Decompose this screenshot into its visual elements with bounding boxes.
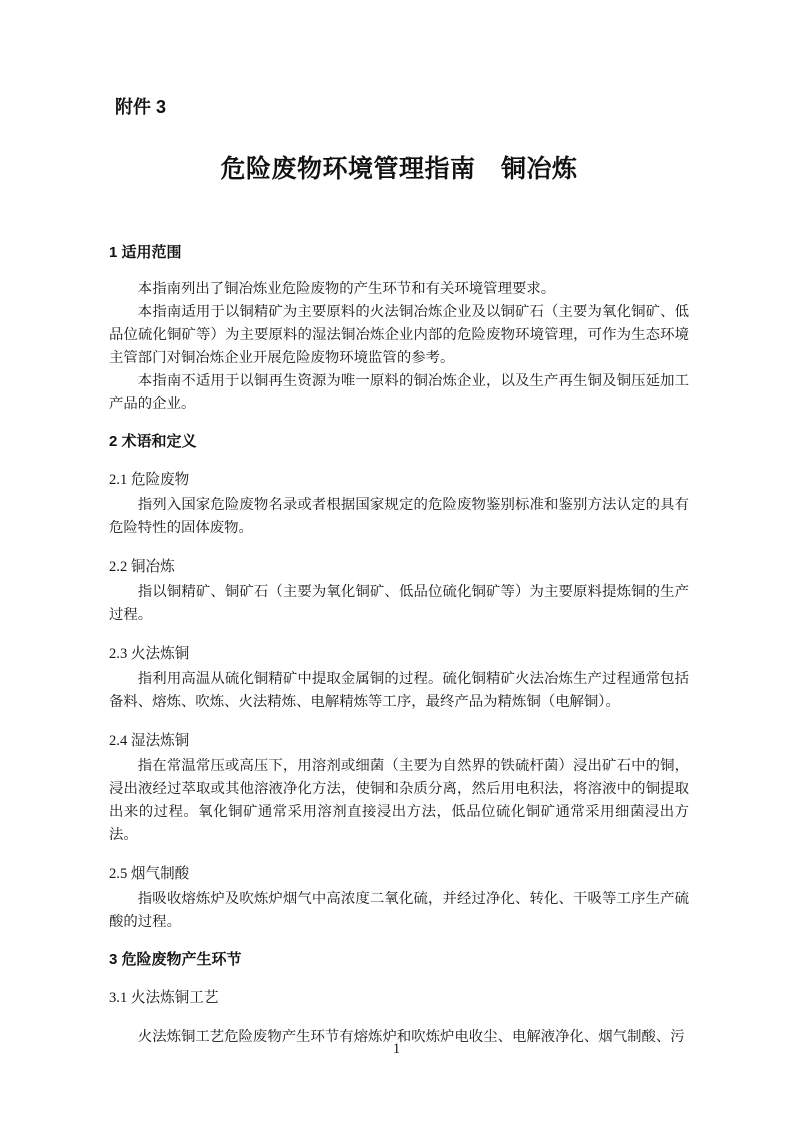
paragraph: 本指南适用于以铜精矿为主要原料的火法铜冶炼企业及以铜矿石（主要为氧化铜矿、低品位硫化铜矿等）为主要原料的湿法铜冶炼企业内部的危险废物环境管理，可作为生态环境主管部门对铜冶炼企业开展危险废物环境监管的参考。: [109, 304, 689, 366]
paragraph: 指利用高温从硫化铜精矿中提取金属铜的过程。硫化铜精矿火法冶炼生产过程通常包括备料、熔炼、吹炼、火法精炼、电解精炼等工序，最终产品为精炼铜（电解铜）。: [109, 671, 689, 710]
subsection-heading-2-1: 2.1 危险废物: [109, 472, 190, 488]
document-title: 危险废物环境管理指南 铜冶炼: [220, 155, 578, 183]
subsection-heading-2-3: 2.3 火法炼铜: [109, 646, 190, 662]
attachment-label: 附件 3: [115, 97, 167, 117]
section-heading-2: 2 术语和定义: [109, 433, 197, 450]
paragraph: 本指南不适用于以铜再生资源为唯一原料的铜冶炼企业，以及生产再生铜及铜压延加工产品的企业。: [109, 373, 689, 412]
page-number: 1: [392, 1041, 401, 1057]
paragraph: 指列入国家危险废物名录或者根据国家规定的危险废物鉴别标准和鉴别方法认定的具有危险特性的固体废物。: [109, 497, 689, 536]
subsection-heading-3-1: 3.1 火法炼铜工艺: [109, 990, 219, 1006]
paragraph: 指以铜精矿、铜矿石（主要为氧化铜矿、低品位硫化铜矿等）为主要原料提炼铜的生产过程。: [109, 584, 689, 623]
paragraph: 指吸收熔炼炉及吹炼炉烟气中高浓度二氧化硫，并经过净化、转化、干吸等工序生产硫酸的过程。: [109, 891, 689, 930]
subsection-heading-2-4: 2.4 湿法炼铜: [109, 733, 190, 749]
section-heading-1: 1 适用范围: [109, 244, 182, 261]
paragraph: 指在常温常压或高压下，用溶剂或细菌（主要为自然界的铁硫杆菌）浸出矿石中的铜，浸出液经过萃取或其他溶液净化方法，使铜和杂质分离，然后用电积法，将溶液中的铜提取出来的过程。氧化铜矿通常采用溶剂直接浸出方法，低品位硫化铜矿通常采用细菌浸出方法。: [109, 758, 689, 843]
paragraph: 本指南列出了铜冶炼业危险废物的产生环节和有关环境管理要求。: [137, 281, 556, 297]
paragraph: 火法炼铜工艺危险废物产生环节有熔炼炉和吹炼炉电收尘、电解液净化、烟气制酸、污: [137, 1029, 685, 1045]
subsection-heading-2-2: 2.2 铜冶炼: [109, 559, 175, 575]
subsection-heading-2-5: 2.5 烟气制酸: [109, 866, 190, 882]
section-heading-3: 3 危险废物产生环节: [109, 951, 242, 968]
